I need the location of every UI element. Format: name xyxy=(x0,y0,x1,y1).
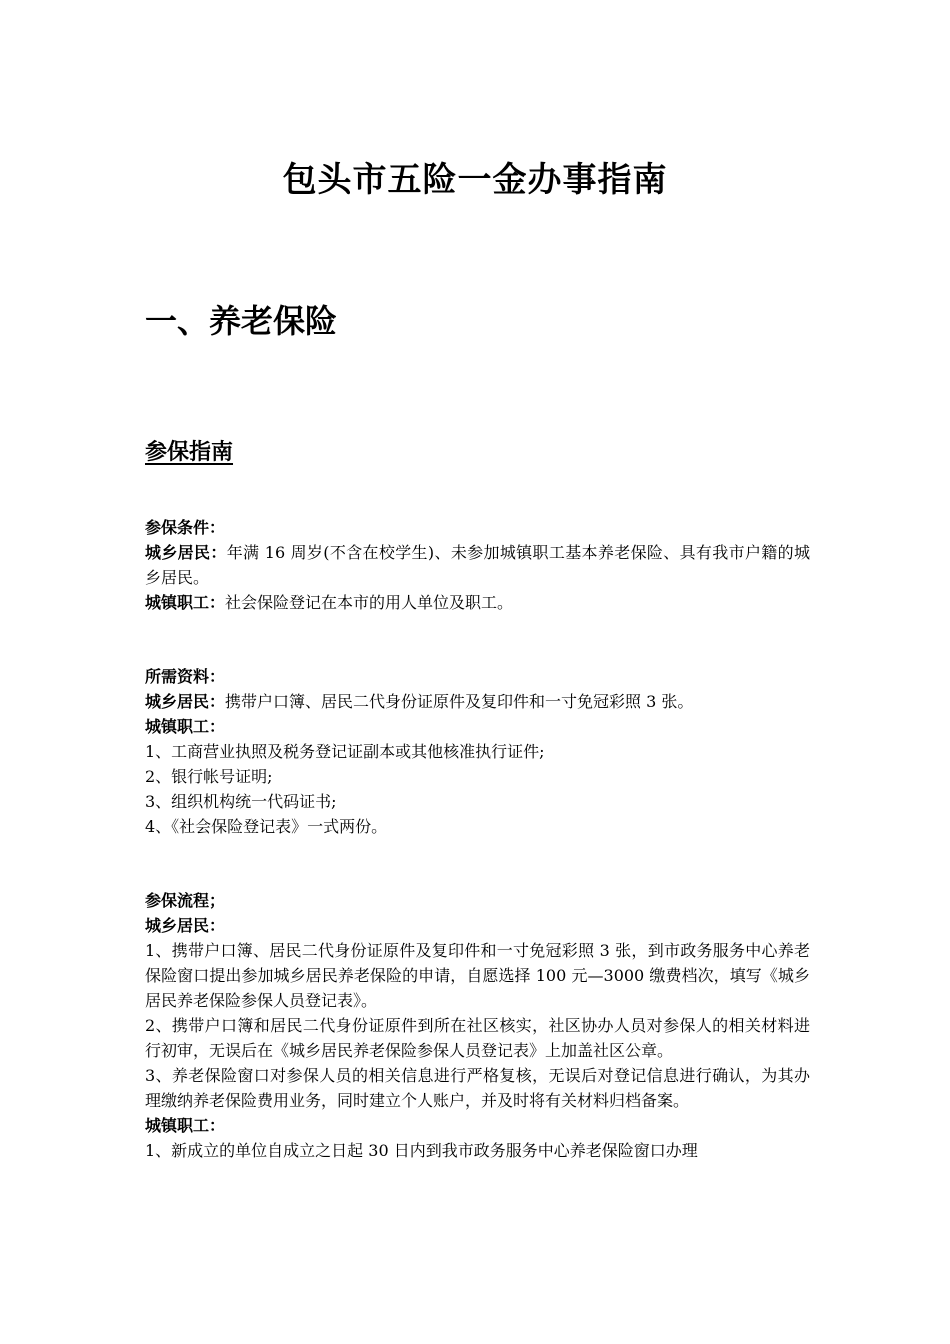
conditions-heading: 参保条件： xyxy=(145,518,226,537)
document-body xyxy=(145,515,810,1163)
conditions-rural xyxy=(145,540,810,590)
conditions-urban xyxy=(145,590,810,615)
list-item: 4、《社会保险登记表》一式两份。 xyxy=(145,817,388,836)
spacer xyxy=(145,615,810,664)
list-item: 1、新成立的单位自成立之日起 30 日内到我市政务服务中心养老保险窗口办理 xyxy=(145,1141,698,1160)
process-urban-label: 城镇职工： xyxy=(145,1116,226,1135)
materials-rural-text: 携带户口簿、居民二代身份证原件及复印件和一寸免冠彩照 3 张。 xyxy=(225,692,694,711)
spacer xyxy=(145,839,810,888)
list-item: 3、组织机构统一代码证书; xyxy=(145,792,337,811)
materials-rural-label: 城乡居民： xyxy=(145,692,226,711)
list-item: 2、银行帐号证明; xyxy=(145,767,273,786)
section-heading-pension: 一、养老保险 xyxy=(145,302,338,340)
list-item: 1、携带户口簿、居民二代身份证原件及复印件和一寸免冠彩照 3 张，到市政务服务中心养老保险窗口提出参加城乡居民养老保险的申请，自愿选择 100 元—3000 缴费档次，填写《城乡居民养老保险参保人员登记表》。 xyxy=(145,941,810,1010)
process-heading: 参保流程； xyxy=(145,891,226,910)
conditions-rural-label: 城乡居民： xyxy=(145,543,227,562)
materials-rural xyxy=(145,689,810,714)
materials-urban-label: 城镇职工： xyxy=(145,717,226,736)
materials-heading: 所需资料： xyxy=(145,667,226,686)
document-title: 包头市五险一金办事指南 xyxy=(282,160,668,200)
process-rural-label: 城乡居民： xyxy=(145,916,226,935)
conditions-urban-text: 社会保险登记在本市的用人单位及职工。 xyxy=(225,593,514,612)
list-item: 3、养老保险窗口对参保人员的相关信息进行严格复核，无误后对登记信息进行确认，为其办理缴纳养老保险费用业务，同时建立个人账户，并及时将有关材料归档备案。 xyxy=(145,1066,810,1110)
sub-heading-guide: 参保指南 xyxy=(145,439,234,465)
list-item: 1、工商营业执照及税务登记证副本或其他核准执行证件; xyxy=(145,742,545,761)
list-item: 2、携带户口簿和居民二代身份证原件到所在社区核实，社区协办人员对参保人的相关材料进行初审，无误后在《城乡居民养老保险参保人员登记表》上加盖社区公章。 xyxy=(145,1016,810,1060)
conditions-rural-text: 年满 16 周岁(不含在校学生)、未参加城镇职工基本养老保险、具有我市户籍的城乡居民。 xyxy=(145,543,810,587)
conditions-urban-label: 城镇职工： xyxy=(145,593,226,612)
